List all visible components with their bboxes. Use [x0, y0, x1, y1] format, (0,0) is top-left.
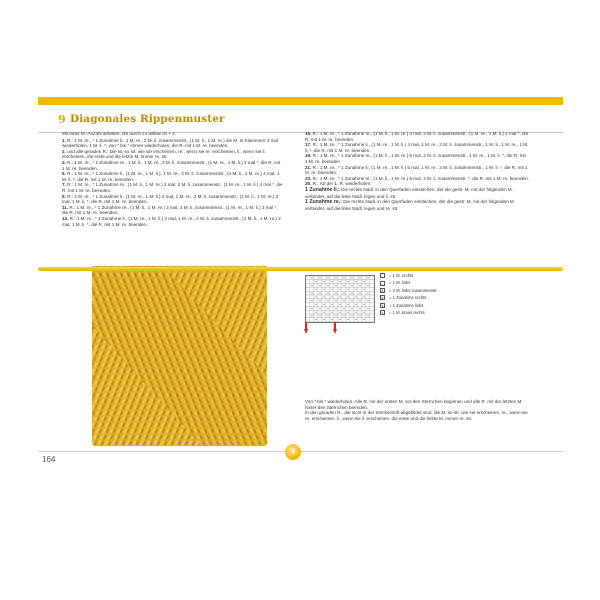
legend-label: = 1 M. kraus rechts — [389, 309, 425, 315]
chart-cell — [310, 318, 314, 322]
step-number: 21. — [305, 164, 312, 170]
chart-cell — [370, 299, 374, 303]
chart-cell — [306, 295, 310, 299]
chart-grid — [306, 276, 374, 322]
chart-cell — [334, 303, 338, 307]
chart-cell — [358, 303, 362, 307]
chart-cell — [306, 276, 310, 280]
chart-cell — [354, 299, 358, 303]
step-number: 1. — [62, 137, 66, 143]
legend-symbol: ∨ — [381, 302, 384, 308]
chart-cell — [358, 318, 362, 322]
chart-cell — [310, 310, 314, 314]
header-color-bar — [38, 97, 563, 105]
legend-symbol: ∧ — [381, 287, 384, 293]
step-number: 9. — [62, 193, 66, 199]
chart-cell — [370, 295, 374, 299]
step-text: R.: 1 M. re., * 1 Zunahme li., (1 M. re., 1 M. li.) 2 mal, 1 M. re., 2 M. li. zusammenstr., (1 M. li., 1 M. re.) 3 mal, 1 M. li. *, die R. mit 1 M. re. beenden. — [62, 193, 279, 205]
chart-cell — [338, 314, 342, 318]
chart-cell — [306, 306, 310, 310]
chart-cell — [354, 306, 358, 310]
step-number: 19. — [305, 153, 312, 159]
chart-cell — [334, 310, 338, 314]
knitting-chart — [305, 275, 375, 323]
chart-cell — [338, 284, 342, 288]
step-number: 2. — [62, 148, 66, 154]
chart-cell — [314, 291, 318, 295]
chart-cell — [314, 306, 318, 310]
chart-cell — [334, 280, 338, 284]
chart-cell — [370, 287, 374, 291]
chart-cell — [330, 306, 334, 310]
zunahme-li-label: 1 Zunahme li.: — [305, 186, 340, 193]
chart-cell — [346, 284, 350, 288]
chart-cell — [338, 291, 342, 295]
pattern-step — [62, 182, 284, 193]
step-text: R.: 1 M. re., * 1 Zunahme re., (1 M. li., 1 M. re.) 6 mal, 2 M. li. zusammenstr. *, die R. mit 1 M. re. beenden. — [312, 175, 529, 181]
arrowhead-right — [333, 329, 337, 334]
pattern-step — [62, 160, 284, 171]
chart-cell — [326, 303, 330, 307]
zunahme-re-note — [305, 199, 529, 211]
chart-cell — [370, 276, 374, 280]
chart-cell — [366, 287, 370, 291]
legend-item — [380, 287, 520, 294]
chart-cell — [330, 284, 334, 288]
legend-item — [380, 272, 520, 279]
chart-cell — [334, 287, 338, 291]
step-text: R.: Ab der 1. R. wiederholen. — [312, 181, 372, 187]
legend-label: = 2 M. links zusammenstr. — [389, 287, 438, 293]
step-text: R.: 1 M. re., * 1 Zunahme li., 1 M. re., 2 M. li. zusammenstr., (1 M. li., 1 M. re.) die M. in Klammern 4 mal wiederholen, 1 M. li. *, von * bis * immer wiederholen, die R. mit 1 M. re. beenden. — [62, 137, 278, 149]
step-number: 17. — [305, 142, 312, 148]
pattern-title: Diagonales Rippenmuster — [70, 113, 225, 125]
step-number: 3. — [62, 159, 66, 165]
legend-symbol: × — [381, 310, 384, 316]
chart-cell — [306, 314, 310, 318]
step-text: R.: 1 M. re., * 1 Zunahme li., (1 M. re., 1 M. li.) 5 mal, 1 M. re., 2 M. li. zusammenstr., 1 M. li. *, die R. mit 1 M. re. beenden. — [305, 164, 528, 176]
chart-cell — [338, 299, 342, 303]
legend-label: = 1 Zunahme links — [389, 302, 424, 308]
pattern-step — [62, 149, 284, 160]
chart-cell — [318, 295, 322, 299]
chart-cell — [318, 303, 322, 307]
step-number: 5. — [62, 171, 66, 177]
pattern-step — [62, 171, 284, 182]
chart-cell — [346, 299, 350, 303]
chart-cell — [350, 310, 354, 314]
legend-item — [380, 279, 520, 286]
chart-cell — [322, 299, 326, 303]
chart-cell — [370, 306, 374, 310]
chart-cell — [366, 310, 370, 314]
instructions-left-column — [62, 131, 284, 227]
chart-cell — [366, 318, 370, 322]
chart-cell — [322, 306, 326, 310]
legend-item — [380, 302, 520, 309]
chart-cell — [370, 318, 374, 322]
chart-cell — [350, 295, 354, 299]
page-number: 164 — [42, 455, 56, 464]
chart-cell — [370, 280, 374, 284]
chart-cell — [358, 280, 362, 284]
step-number: 11. — [62, 204, 69, 210]
chart-cell — [370, 284, 374, 288]
chart-cell — [318, 287, 322, 291]
chart-cell — [326, 280, 330, 284]
legend-symbol: – — [381, 280, 384, 286]
pattern-step — [305, 153, 529, 164]
chart-cell — [342, 310, 346, 314]
chart-cell — [306, 299, 310, 303]
yarn-strand — [38, 267, 563, 271]
chart-cell — [318, 280, 322, 284]
chart-cell — [310, 280, 314, 284]
chart-cell — [306, 291, 310, 295]
chart-cell — [330, 276, 334, 280]
step-text: R.: 1 M. re., * 1 Zunahme re., 1 M. li., 1 M. re., 2 M. li. zusammenstr., (1 M. re., 1 M. li.) 3 mal *, die R. mit 1 M. re. beenden. — [62, 159, 281, 171]
zunahme-li-note — [305, 187, 529, 199]
chart-cell — [342, 318, 346, 322]
chart-cell — [310, 303, 314, 307]
chart-cell — [330, 291, 334, 295]
chart-cell — [310, 287, 314, 291]
chart-cell — [358, 295, 362, 299]
legend-symbol — [380, 273, 385, 278]
instructions-right-column — [305, 131, 529, 211]
chart-cell — [354, 314, 358, 318]
step-number: 13. — [62, 215, 69, 221]
chart-cell — [306, 280, 310, 284]
step-text: R.: 1 M. re., * 1 Zunahme li., (1 M. re., 1 M. li.), 1 M. re., 2 M. li. zusammenstr., (1 M. li., 1 M. re.) 4 mal, 1 M. li. *, die R. mit 1 M. re. beenden. — [62, 171, 280, 182]
chart-cell — [322, 284, 326, 288]
chart-cell — [330, 299, 334, 303]
repeat-note-1: Von * bis * wiederholen. Alle R. mit der ersten M. vor den Sternchen beginnen und alle R. mit der letzten M. hinter den Sternchen beenden. — [305, 399, 523, 410]
chart-cell — [346, 314, 350, 318]
step-text: und alle geraden R.: Die M. so str. wie sie erscheinen, re., wenn sie re. erscheinen, li., wenn sie li. erscheinen, die erste und die letzte M. immer re. str. — [62, 148, 266, 160]
repeat-note-2: In den geraden R., die nicht in der Strickschrift abgebildet sind, die M. so str. wie sie erscheinen, re., wenn sie re. erscheinen, li., wenn sie li. erscheinen, die erste und die letzte M. immer re. str. — [305, 410, 528, 421]
chart-cell — [358, 287, 362, 291]
pattern-step — [62, 205, 284, 216]
swatch-illustration — [92, 266, 267, 446]
step-number: 15. — [305, 131, 312, 136]
chart-cell — [362, 284, 366, 288]
zunahme-li-text: Die rechte Nadl. in den Querfaden einstechen, der die gestr. M. mit der folgenden M. verbindet, auf die linke Nadl. legen und li. str. — [305, 186, 514, 199]
chart-cell — [314, 299, 318, 303]
chart-cell — [322, 276, 326, 280]
step-text: R.: 1 M. re., * 1 Zunahme re., (1 M. li., 1 M. re.) 3 mal, 2 M. li. zusammenstr., (1 M. re., 1 M. li.) 3 mal *, die R. mit 1 M. re. beenden. — [62, 204, 278, 216]
chart-cell — [350, 280, 354, 284]
chart-cell — [370, 314, 374, 318]
chart-cell — [338, 306, 342, 310]
chart-cell — [362, 299, 366, 303]
chart-cell — [362, 291, 366, 295]
chart-cell — [370, 310, 374, 314]
left-steps-list — [62, 138, 284, 228]
step-number: 7. — [62, 182, 66, 188]
repeat-notes — [305, 399, 529, 421]
arrowhead-left — [304, 329, 308, 334]
chart-cell — [334, 295, 338, 299]
pattern-step — [305, 142, 529, 153]
chart-cell — [366, 295, 370, 299]
zunahme-re-text: Die rechte Nadl. in den Querfaden einstechen, der die gestr. M. mit der folgenden M. verbindet, auf die linke Nadl. legen und re. str. — [305, 199, 516, 211]
chart-cell — [370, 291, 374, 295]
chart-cell — [350, 303, 354, 307]
section-header — [38, 110, 563, 133]
chart-cell — [346, 291, 350, 295]
chart-cell — [318, 310, 322, 314]
chart-cell — [342, 295, 346, 299]
chart-cell — [306, 287, 310, 291]
step-text: R.: 1 M. re., * 1 Zunahme re., (1 M. li., 1 M. re.) 2 mal, 2 M. li. zusammenstr., (1 M. re., 1 M. li.) 4 mal *, die R. mit 1 M. re. beenden. — [62, 182, 283, 193]
chart-cell — [354, 291, 358, 295]
chart-cell — [326, 318, 330, 322]
pattern-step — [62, 194, 284, 205]
chart-cell — [370, 303, 374, 307]
chart-cell — [358, 310, 362, 314]
legend-item — [380, 309, 520, 316]
chart-cell — [362, 314, 366, 318]
chart-cell — [322, 291, 326, 295]
chart-cell — [342, 303, 346, 307]
step-text: R.: 1 M. re., * 1 Zunahme li., (1 M. re., 1 M. li.) 4 mal, 1 M. re., 2 M. li. zusammenstr., 1 M. li., 1 M. re., 1 M. li. *, die R. mit 1 M. re. beenden. — [305, 142, 529, 153]
chart-cell — [322, 314, 326, 318]
legend-label: = 1 M. links — [389, 280, 411, 286]
chart-cell — [314, 276, 318, 280]
pattern-step — [305, 165, 529, 176]
chart-cell — [342, 287, 346, 291]
chart-cell — [354, 276, 358, 280]
legend-symbol: ∨ — [381, 295, 384, 301]
chart-cell — [362, 276, 366, 280]
pattern-step — [62, 216, 284, 227]
chart-cell — [330, 314, 334, 318]
chart-cell — [314, 314, 318, 318]
chart-cell — [366, 303, 370, 307]
chart-cell — [306, 303, 310, 307]
chart-cell — [338, 276, 342, 280]
pattern-step — [305, 131, 529, 142]
right-steps-list — [305, 131, 529, 187]
chart-cell — [366, 280, 370, 284]
chart-cell — [346, 306, 350, 310]
step-text: R.: 1 M. re., * 1 Zunahme re., (1 M. li., 1 M. re.) 5 mal, 2 M. li. zusammenstr., 1 M. re., 1 M. li. *, die R. mit 1 M. re. beenden. — [305, 153, 526, 164]
legend-label: = 1 Zunahme rechts — [389, 295, 427, 301]
chart-cell — [310, 295, 314, 299]
chart-cell — [326, 287, 330, 291]
chart-cell — [342, 280, 346, 284]
step-number: 25. — [305, 181, 312, 187]
legend-item — [380, 294, 520, 301]
chart-cell — [354, 284, 358, 288]
chart-cell — [318, 318, 322, 322]
chart-cell — [362, 306, 366, 310]
chart-cell — [314, 284, 318, 288]
chart-cell — [350, 287, 354, 291]
pattern-step — [62, 138, 284, 149]
chart-cell — [326, 310, 330, 314]
chart-legend — [380, 272, 520, 316]
chart-cell — [350, 318, 354, 322]
chapter-number: 9 — [58, 113, 66, 126]
chart-cell — [306, 310, 310, 314]
chart-cell — [346, 276, 350, 280]
zunahme-re-label: 1 Zunahme re.: — [305, 199, 342, 206]
step-text: R.: 1 M. re., * 1 Zunahme li., (1 M. re., 1 M. li.) 3 mal, 1 M. re., 2 M. li. zusammenstr., (1 M. li., 1 M. re.) 2 mal, 1 M. li. *, die R. mit 1 M. re. beenden. — [62, 215, 281, 227]
chart-cell — [326, 295, 330, 299]
intro-text: Mit einer M.-Anzahl arbeiten, die durch 14 teilbar ist + 2. — [62, 131, 177, 136]
chapter-medallion: 9 — [285, 444, 301, 460]
step-number: 23. — [305, 175, 312, 181]
chart-cell — [306, 284, 310, 288]
step-text: R.: 1 M. re., * 1 Zunahme re., (1 M. li., 1 M. re.) 4 mal, 2 M. li. zusammenstr., (1 M. re., 1 M. li.) 2 mal *, die R. mit 1 M. re. beenden. — [305, 131, 529, 142]
knitted-swatch-photo — [92, 266, 267, 446]
legend-label: = 1 M. rechts — [389, 273, 414, 278]
